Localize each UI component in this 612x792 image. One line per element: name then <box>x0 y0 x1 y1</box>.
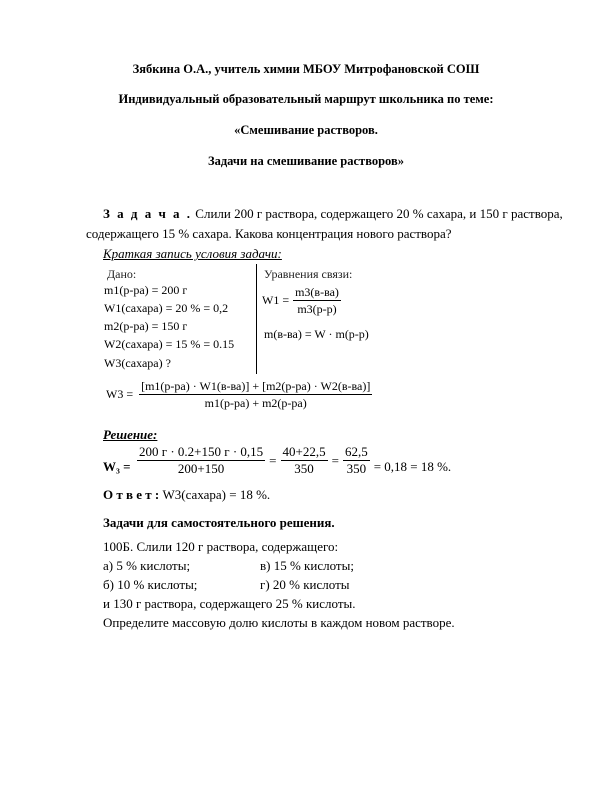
given-line-3: m2(р-ра) = 150 г <box>104 319 188 333</box>
self-task-question: Определите массовую долю кислоты в каждом новом растворе. <box>103 615 455 630</box>
given-line-1: m1(р-ра) = 200 г <box>104 283 188 297</box>
fraction-3-numerator: 62,5 <box>344 444 368 459</box>
option-v: в) 15 % кислоты; <box>260 558 354 573</box>
w1-denominator: m3(р-р) <box>297 302 337 316</box>
solution-result: = 0,18 = 18 %. <box>373 459 452 474</box>
task-line-2: содержащего 15 % сахара. Какова концентрация нового раствора? <box>86 226 452 241</box>
self-task-intro: 100Б. Слили 120 г раствора, содержащего: <box>103 539 339 554</box>
w3-denominator: m1(р-ра) + m2(р-ра) <box>204 396 307 410</box>
answer-line <box>103 487 270 503</box>
subtopic-line: Задачи на смешивание растворов» <box>207 154 404 168</box>
given-line-4: W2(сахара) = 15 % = 0.15 <box>104 337 235 351</box>
w3-formula <box>106 378 372 411</box>
task-text-1: Слили 200 г раствора, содержащего 20 % сахара, и 150 г раствора, <box>192 206 563 221</box>
relations-title: Уравнения связи: <box>264 267 353 281</box>
option-b: б) 10 % кислоты; <box>103 577 198 592</box>
fraction-2-denominator: 350 <box>294 461 314 476</box>
self-task-line-after: и 130 г раствора, содержащего 25 % кислоты. <box>103 596 356 611</box>
author-line: Зябкина О.А., учитель химии МБОУ Митрофановской СОШ <box>132 62 480 76</box>
task-line-1 <box>103 206 563 222</box>
solution-label: Решение: <box>103 427 158 442</box>
given-divider <box>256 264 257 374</box>
option-g: г) 20 % кислоты <box>260 577 350 592</box>
equals-2: = <box>331 452 339 468</box>
equals-1: = <box>269 452 277 468</box>
short-record-label: Краткая запись условия задачи: <box>103 246 282 261</box>
w1-lhs: W1 = <box>262 293 290 307</box>
fraction-1-numerator: 200 г · 0.2+150 г · 0,15 <box>139 444 264 459</box>
given-title: Дано: <box>107 267 137 281</box>
w1-relation <box>262 284 341 317</box>
solution-lhs: W₃ = <box>103 459 131 474</box>
topic-line: «Смешивание растворов. <box>234 123 378 137</box>
solution-equation <box>103 444 451 477</box>
fraction-3-denominator: 350 <box>346 461 367 476</box>
answer-value: W3(сахара) = 18 %. <box>159 487 271 502</box>
w1-numerator: m3(в-ва) <box>295 285 339 299</box>
self-tasks-title: Задачи для самостоятельного решения. <box>103 515 335 530</box>
route-line: Индивидуальный образовательный маршрут школьника по теме: <box>118 92 494 106</box>
given-line-2: W1(сахара) = 20 % = 0,2 <box>104 301 229 315</box>
option-a: а) 5 % кислоты; <box>103 558 191 573</box>
task-label: З а д а ч а . <box>103 206 193 221</box>
w3-lhs: W3 = <box>106 387 134 401</box>
w3-numerator: [m1(р-ра) · W1(в-ва)] + [m2(р-ра) · W2(в-ва)] <box>141 379 371 393</box>
given-line-5: W3(сахара) ? <box>104 356 171 370</box>
fraction-2-numerator: 40+22,5 <box>282 444 326 459</box>
answer-label: О т в е т : <box>103 487 160 502</box>
mass-relation: m(в-ва) = W · m(р-р) <box>264 327 369 341</box>
fraction-1-denominator: 200+150 <box>177 461 225 476</box>
